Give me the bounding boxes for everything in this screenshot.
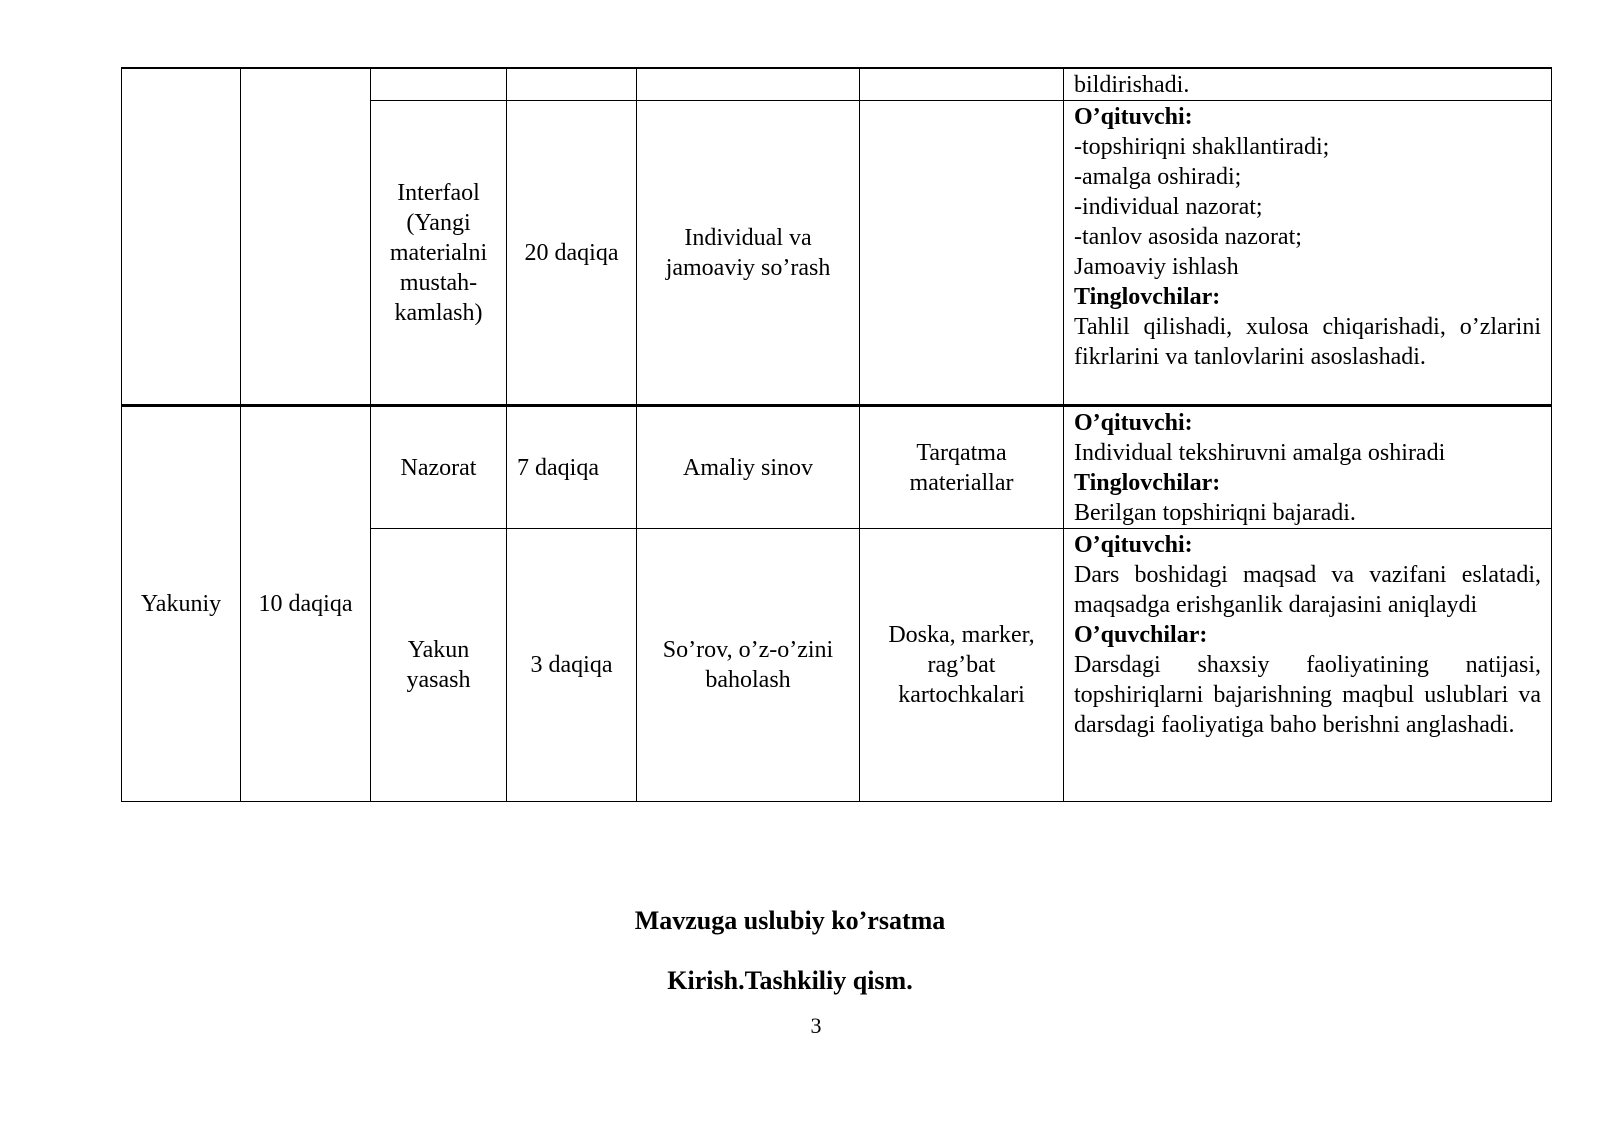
teacher-line: -topshiriqni shakllantiradi; bbox=[1074, 134, 1330, 160]
description-cell bbox=[1064, 406, 1552, 529]
time-cell bbox=[507, 68, 637, 101]
time-cell: 7 daqiqa bbox=[507, 406, 637, 529]
activity-cell: Interfaol (Yangi materialni mustah-kamlash) bbox=[371, 101, 507, 406]
time-cell: 20 daqiqa bbox=[507, 101, 637, 406]
student-text: Berilgan topshiriqni bajaradi. bbox=[1074, 500, 1356, 526]
stage-name-cell: Yakuniy bbox=[122, 406, 241, 802]
section-heading: Kirish.Tashkiliy qism. bbox=[667, 966, 913, 995]
description-cell bbox=[1064, 101, 1552, 406]
teacher-line: -individual nazorat; bbox=[1074, 194, 1263, 220]
description-cell bbox=[1064, 68, 1552, 101]
method-cell bbox=[637, 68, 860, 101]
description-cell bbox=[1064, 529, 1552, 802]
activity-cell bbox=[371, 68, 507, 101]
stage-time-cell-empty bbox=[241, 68, 371, 406]
means-cell bbox=[860, 101, 1064, 406]
teacher-label: O’qituvchi: bbox=[1074, 532, 1193, 558]
lesson-plan-table bbox=[121, 67, 1552, 802]
means-cell bbox=[860, 68, 1064, 101]
teacher-line: -amalga oshiradi; bbox=[1074, 164, 1242, 190]
stage-time-cell: 10 daqiqa bbox=[241, 406, 371, 802]
student-text: Darsdagi shaxsiy faoliyatining natijasi, topshiriqlarni bajarishning maqbul uslublari va darsdagi faoliyatiga baho berishni anglashadi. bbox=[1074, 652, 1541, 738]
teacher-text: Dars boshidagi maqsad va vazifani eslatadi, maqsadga erishganlik darajasini aniqlaydi bbox=[1074, 562, 1541, 618]
method-cell: So’rov, o’z-o’zini baholash bbox=[637, 529, 860, 802]
time-cell: 3 daqiqa bbox=[507, 529, 637, 802]
teacher-label: O’qituvchi: bbox=[1074, 410, 1193, 436]
student-label: O’quvchilar: bbox=[1074, 622, 1208, 648]
means-cell: Doska, marker, rag’bat kartochkalari bbox=[860, 529, 1064, 802]
table-row bbox=[122, 68, 1552, 101]
teacher-text: Individual tekshiruvni amalga oshiradi bbox=[1074, 440, 1446, 466]
student-label: Tinglovchilar: bbox=[1074, 470, 1221, 496]
activity-cell: Nazorat bbox=[371, 406, 507, 529]
means-cell: Tarqatma materiallar bbox=[860, 406, 1064, 529]
stage-cell-empty bbox=[122, 68, 241, 406]
student-text: Tahlil qilishadi, xulosa chiqarishadi, o’zlarini fikrlarini va tanlovlarini asoslashadi. bbox=[1074, 314, 1541, 370]
page-number: 3 bbox=[810, 1013, 822, 1038]
teacher-line: Jamoaviy ishlash bbox=[1074, 254, 1239, 280]
description-text: bildirishadi. bbox=[1074, 72, 1190, 98]
table-row bbox=[122, 406, 1552, 529]
teacher-label: O’qituvchi: bbox=[1074, 104, 1193, 130]
student-label: Tinglovchilar: bbox=[1074, 284, 1221, 310]
guide-heading: Mavzuga uslubiy ko’rsatma bbox=[634, 906, 946, 935]
activity-cell: Yakun yasash bbox=[371, 529, 507, 802]
method-cell: Amaliy sinov bbox=[637, 406, 860, 529]
method-cell: Individual va jamoaviy so’rash bbox=[637, 101, 860, 406]
teacher-line: -tanlov asosida nazorat; bbox=[1074, 224, 1302, 250]
